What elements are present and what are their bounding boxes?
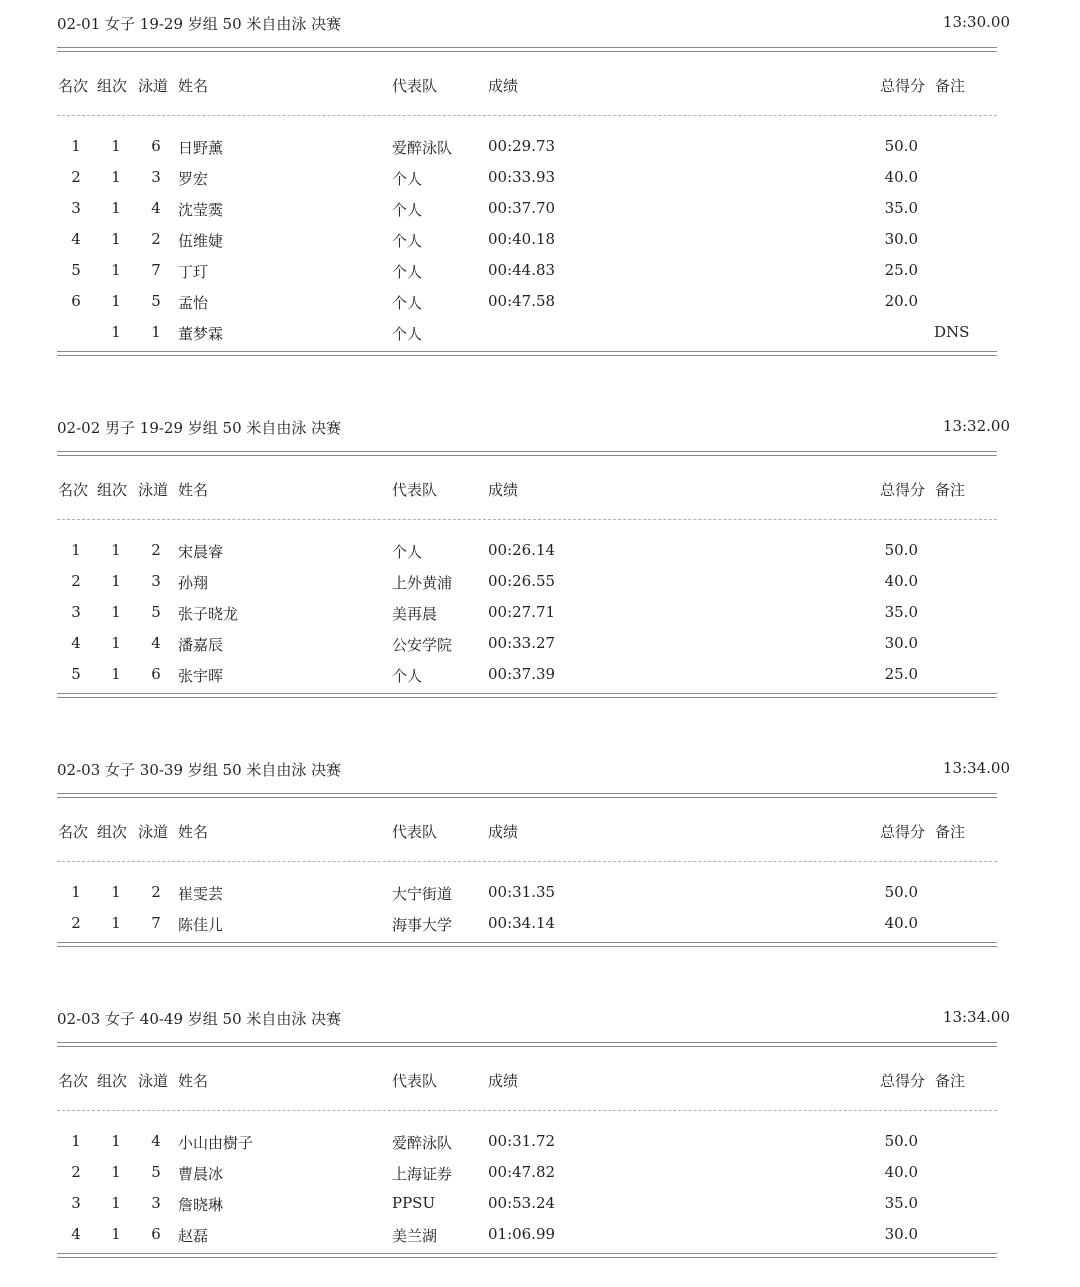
column-header-note: 备注 <box>935 1072 966 1090</box>
cell-points: 50.0 <box>884 883 918 901</box>
cell-lane: 4 <box>151 1132 161 1150</box>
cell-lane: 2 <box>151 883 161 901</box>
cell-name: 崔雯芸 <box>178 885 224 903</box>
event-title-row <box>57 1008 1010 1030</box>
cell-lane: 5 <box>151 292 161 310</box>
cell-result: 00:26.14 <box>488 541 556 559</box>
cell-team: 美兰湖 <box>392 1227 438 1245</box>
column-header-team: 代表队 <box>392 1072 438 1090</box>
cell-heat: 1 <box>111 572 121 590</box>
cell-name: 宋晨睿 <box>178 543 224 561</box>
cell-lane: 5 <box>151 603 161 621</box>
cell-lane: 5 <box>151 1163 161 1181</box>
cell-team: 个人 <box>392 170 423 188</box>
cell-result: 00:31.72 <box>488 1132 556 1150</box>
cell-name: 曹晨冰 <box>178 1165 224 1183</box>
cell-points: 40.0 <box>884 572 918 590</box>
cell-team: 个人 <box>392 263 423 281</box>
cell-heat: 1 <box>111 137 121 155</box>
cell-heat: 1 <box>111 914 121 932</box>
table-row <box>0 1132 1080 1154</box>
cell-result: 00:29.73 <box>488 137 556 155</box>
cell-points: 30.0 <box>884 1225 918 1243</box>
column-header-rank: 名次 <box>58 1072 89 1090</box>
table-row <box>0 168 1080 190</box>
cell-rank: 3 <box>71 199 81 217</box>
double-rule-bottom <box>57 693 997 698</box>
cell-result: 00:47.58 <box>488 292 556 310</box>
cell-name: 沈莹霙 <box>178 201 224 219</box>
column-header-lane: 泳道 <box>138 77 169 95</box>
column-header-team: 代表队 <box>392 823 438 841</box>
cell-result: 00:37.70 <box>488 199 556 217</box>
table-row <box>0 665 1080 687</box>
table-row <box>0 1194 1080 1216</box>
event-time: 13:32.00 <box>942 417 1010 435</box>
cell-rank: 4 <box>71 634 81 652</box>
cell-lane: 4 <box>151 634 161 652</box>
cell-result: 00:37.39 <box>488 665 556 683</box>
column-header-name: 姓名 <box>178 1072 209 1090</box>
event-title: 02-03 女子 40-49 岁组 50 米自由泳 决赛 <box>57 1010 342 1028</box>
cell-rank: 4 <box>71 230 81 248</box>
event-title: 02-03 女子 30-39 岁组 50 米自由泳 决赛 <box>57 761 342 779</box>
single-rule <box>57 115 997 116</box>
cell-result: 00:31.35 <box>488 883 556 901</box>
single-rule <box>57 519 997 520</box>
event-block <box>0 1005 1080 1275</box>
cell-points: 50.0 <box>884 137 918 155</box>
column-header-rank: 名次 <box>58 77 89 95</box>
table-row <box>0 634 1080 656</box>
column-header-note: 备注 <box>935 481 966 499</box>
cell-heat: 1 <box>111 541 121 559</box>
double-rule-bottom <box>57 351 997 356</box>
column-header-heat: 组次 <box>97 481 128 499</box>
cell-team: 个人 <box>392 325 423 343</box>
column-header-result: 成绩 <box>488 1072 519 1090</box>
cell-name: 赵磊 <box>178 1227 209 1245</box>
cell-heat: 1 <box>111 1194 121 1212</box>
cell-team: 美再晨 <box>392 605 438 623</box>
cell-points: 50.0 <box>884 541 918 559</box>
cell-heat: 1 <box>111 230 121 248</box>
column-header-team: 代表队 <box>392 481 438 499</box>
cell-team: 爱醉泳队 <box>392 1134 453 1152</box>
table-row <box>0 230 1080 252</box>
column-header-points: 总得分 <box>880 1072 926 1090</box>
cell-lane: 2 <box>151 541 161 559</box>
double-rule <box>57 793 997 798</box>
cell-team: 个人 <box>392 294 423 312</box>
cell-lane: 6 <box>151 1225 161 1243</box>
cell-heat: 1 <box>111 665 121 683</box>
cell-heat: 1 <box>111 1163 121 1181</box>
cell-name: 陈佳儿 <box>178 916 224 934</box>
table-row <box>0 292 1080 314</box>
table-row <box>0 199 1080 221</box>
column-header-result: 成绩 <box>488 481 519 499</box>
cell-points: 35.0 <box>884 1194 918 1212</box>
column-header-team: 代表队 <box>392 77 438 95</box>
cell-heat: 1 <box>111 168 121 186</box>
event-title-row <box>57 417 1010 439</box>
event-title-row <box>57 759 1010 781</box>
event-block <box>0 756 1080 1026</box>
cell-name: 日野薰 <box>178 139 224 157</box>
cell-rank: 1 <box>71 883 81 901</box>
event-time: 13:30.00 <box>942 13 1010 31</box>
single-rule <box>57 1110 997 1111</box>
cell-result: 00:53.24 <box>488 1194 556 1212</box>
cell-heat: 1 <box>111 634 121 652</box>
cell-rank: 2 <box>71 572 81 590</box>
column-header-rank: 名次 <box>58 823 89 841</box>
cell-team: 大宁街道 <box>392 885 453 903</box>
cell-heat: 1 <box>111 323 121 341</box>
event-time: 13:34.00 <box>942 759 1010 777</box>
cell-name: 伍维婕 <box>178 232 224 250</box>
cell-rank: 1 <box>71 541 81 559</box>
cell-points: 40.0 <box>884 168 918 186</box>
double-rule <box>57 451 997 456</box>
cell-points: 35.0 <box>884 603 918 621</box>
table-row <box>0 603 1080 625</box>
cell-team: 个人 <box>392 232 423 250</box>
event-title: 02-01 女子 19-29 岁组 50 米自由泳 决赛 <box>57 15 342 33</box>
cell-name: 董梦霖 <box>178 325 224 343</box>
column-header-points: 总得分 <box>880 481 926 499</box>
double-rule-bottom <box>57 942 997 947</box>
cell-points: 25.0 <box>884 665 918 683</box>
cell-points: 25.0 <box>884 261 918 279</box>
cell-rank: 6 <box>71 292 81 310</box>
column-header-heat: 组次 <box>97 823 128 841</box>
cell-lane: 3 <box>151 168 161 186</box>
cell-name: 孙翔 <box>178 574 209 592</box>
column-header-note: 备注 <box>935 823 966 841</box>
cell-lane: 2 <box>151 230 161 248</box>
cell-lane: 3 <box>151 572 161 590</box>
column-header-heat: 组次 <box>97 1072 128 1090</box>
cell-rank: 1 <box>71 1132 81 1150</box>
cell-rank: 5 <box>71 665 81 683</box>
event-block <box>0 10 1080 343</box>
cell-name: 詹晓琳 <box>178 1196 224 1214</box>
cell-points: 30.0 <box>884 634 918 652</box>
cell-name: 潘嘉辰 <box>178 636 224 654</box>
column-header-lane: 泳道 <box>138 481 169 499</box>
cell-lane: 1 <box>151 323 161 341</box>
cell-name: 丁玎 <box>178 263 209 281</box>
column-header-points: 总得分 <box>880 823 926 841</box>
column-header-note: 备注 <box>935 77 966 95</box>
table-row <box>0 883 1080 905</box>
event-block <box>0 414 1080 684</box>
cell-rank: 3 <box>71 1194 81 1212</box>
single-rule <box>57 861 997 862</box>
table-row <box>0 541 1080 563</box>
cell-heat: 1 <box>111 1225 121 1243</box>
cell-result: 00:47.82 <box>488 1163 556 1181</box>
cell-points: 50.0 <box>884 1132 918 1150</box>
cell-team: 海事大学 <box>392 916 453 934</box>
column-header-lane: 泳道 <box>138 823 169 841</box>
cell-heat: 1 <box>111 1132 121 1150</box>
cell-heat: 1 <box>111 292 121 310</box>
cell-rank: 4 <box>71 1225 81 1243</box>
column-header-name: 姓名 <box>178 77 209 95</box>
table-row <box>0 137 1080 159</box>
cell-points: 40.0 <box>884 1163 918 1181</box>
cell-name: 孟怡 <box>178 294 209 312</box>
cell-name: 张子晓龙 <box>178 605 239 623</box>
event-title: 02-02 男子 19-29 岁组 50 米自由泳 决赛 <box>57 419 342 437</box>
table-row <box>0 572 1080 594</box>
table-row <box>0 261 1080 283</box>
cell-team: 个人 <box>392 201 423 219</box>
cell-team: 上外黄浦 <box>392 574 453 592</box>
cell-result: 00:40.18 <box>488 230 556 248</box>
column-header-points: 总得分 <box>880 77 926 95</box>
cell-result: 00:33.27 <box>488 634 556 652</box>
cell-result: 00:33.93 <box>488 168 556 186</box>
cell-rank: 2 <box>71 1163 81 1181</box>
table-row <box>0 914 1080 936</box>
cell-heat: 1 <box>111 261 121 279</box>
cell-team: PPSU <box>392 1194 436 1212</box>
cell-rank: 3 <box>71 603 81 621</box>
cell-note: DNS <box>934 323 970 341</box>
cell-lane: 7 <box>151 261 161 279</box>
cell-rank: 2 <box>71 914 81 932</box>
cell-result: 00:27.71 <box>488 603 556 621</box>
cell-rank: 2 <box>71 168 81 186</box>
cell-lane: 4 <box>151 199 161 217</box>
double-rule-bottom <box>57 1253 997 1258</box>
cell-points: 30.0 <box>884 230 918 248</box>
cell-heat: 1 <box>111 199 121 217</box>
cell-team: 公安学院 <box>392 636 453 654</box>
cell-result: 00:34.14 <box>488 914 556 932</box>
double-rule <box>57 47 997 52</box>
cell-team: 上海证券 <box>392 1165 453 1183</box>
cell-rank: 5 <box>71 261 81 279</box>
cell-name: 罗宏 <box>178 170 209 188</box>
cell-team: 爱醉泳队 <box>392 139 453 157</box>
cell-lane: 3 <box>151 1194 161 1212</box>
cell-points: 40.0 <box>884 914 918 932</box>
cell-team: 个人 <box>392 667 423 685</box>
column-header-result: 成绩 <box>488 77 519 95</box>
cell-heat: 1 <box>111 603 121 621</box>
cell-points: 35.0 <box>884 199 918 217</box>
column-header-name: 姓名 <box>178 823 209 841</box>
table-row <box>0 1163 1080 1185</box>
column-header-heat: 组次 <box>97 77 128 95</box>
column-header-rank: 名次 <box>58 481 89 499</box>
event-time: 13:34.00 <box>942 1008 1010 1026</box>
column-header-lane: 泳道 <box>138 1072 169 1090</box>
cell-result: 00:44.83 <box>488 261 556 279</box>
cell-rank: 1 <box>71 137 81 155</box>
cell-points: 20.0 <box>884 292 918 310</box>
event-title-row <box>57 13 1010 35</box>
cell-name: 小山由樹子 <box>178 1134 254 1152</box>
double-rule <box>57 1042 997 1047</box>
cell-team: 个人 <box>392 543 423 561</box>
table-row <box>0 323 1080 345</box>
cell-lane: 7 <box>151 914 161 932</box>
table-row <box>0 1225 1080 1247</box>
cell-lane: 6 <box>151 137 161 155</box>
cell-name: 张宇晖 <box>178 667 224 685</box>
cell-result: 00:26.55 <box>488 572 556 590</box>
cell-result: 01:06.99 <box>488 1225 556 1243</box>
cell-lane: 6 <box>151 665 161 683</box>
column-header-result: 成绩 <box>488 823 519 841</box>
cell-heat: 1 <box>111 883 121 901</box>
column-header-name: 姓名 <box>178 481 209 499</box>
